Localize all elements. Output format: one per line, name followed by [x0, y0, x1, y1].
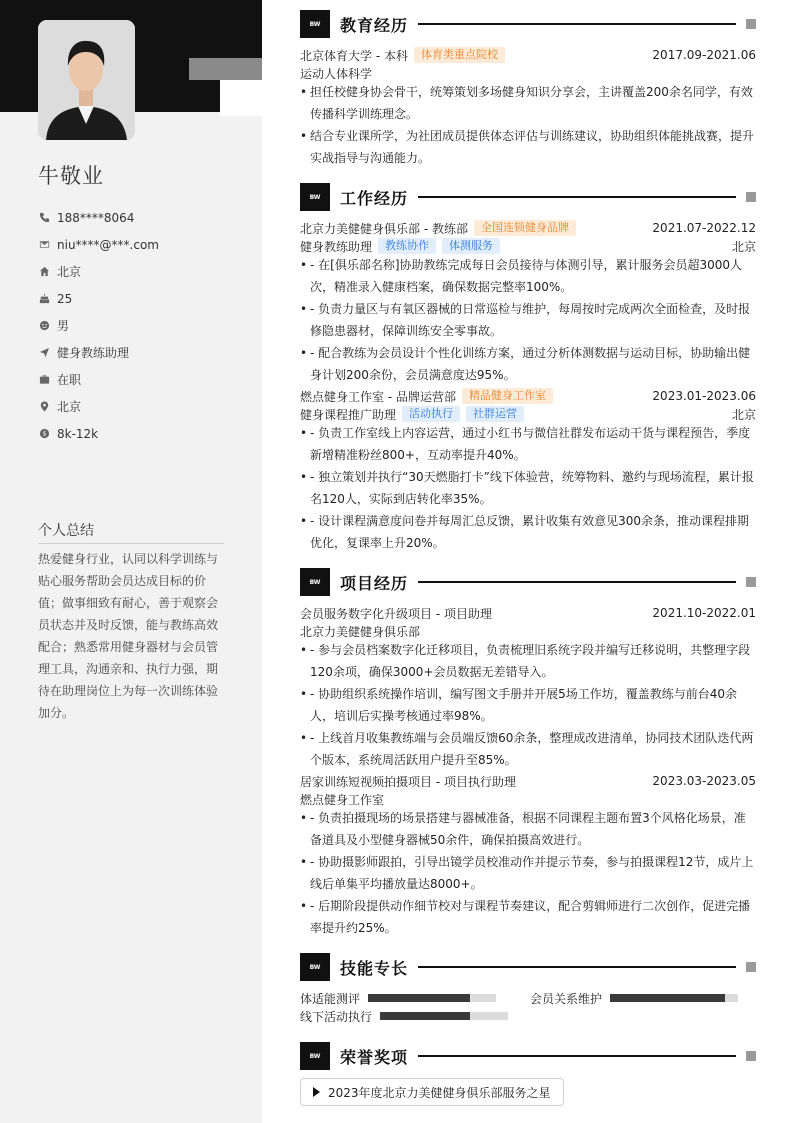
info-salary — [38, 420, 159, 447]
job-tag: 精品健身工作室 — [462, 388, 553, 404]
skill-name: 线下活动执行 — [300, 1009, 373, 1024]
job-bullet: • - 在[俱乐部名称]协助教练完成每日会员接待与体测引导，累计服务会员超3000人 次，精准录入健康档案，确保数据完整率100%。 — [300, 254, 756, 298]
briefcase-icon — [38, 374, 50, 386]
info-age-text: 25 — [57, 291, 73, 306]
summary-line: 热爱健身行业，认同以科学训练与 — [38, 552, 219, 566]
job-date: 2021.07-2022.12 — [652, 221, 756, 235]
candidate-name: 牛敬业 — [38, 164, 104, 188]
job-city: 北京 — [731, 239, 756, 254]
section-divider — [418, 581, 736, 583]
info-job-target — [38, 339, 159, 366]
honors-section-header — [300, 1042, 756, 1070]
education-title: 教育经历 — [340, 15, 409, 35]
section-divider — [418, 1055, 736, 1057]
job-company: 燃点健身工作室 - 品牌运营部 — [300, 389, 456, 404]
job-bullet: • - 负责力量区与有氧区器械的日常巡检与维护，每周按时完成两次全面检查，及时报 修隐患器材，保障训练安全零事故。 — [300, 298, 756, 342]
summary-text — [38, 548, 224, 724]
skill-item — [530, 989, 738, 1007]
skills-title: 技能专长 — [340, 958, 409, 978]
job-skill-tag: 社群运营 — [466, 406, 524, 422]
sidebar-accent-white — [220, 80, 262, 116]
education-bullet: • 结合专业课所学，为社团成员提供体态评估与训练建议，协助组织体能挑战赛，提升 实战指导与沟通能力。 — [300, 125, 756, 169]
summary-line: 待在助理岗位上为每一次训练体验 — [38, 684, 219, 698]
job-bullet: • - 负责工作室线上内容运营，通过小红书与微信社群发布运动干货与课程预告，季度 新增精准粉丝800+，互动率提升40%。 — [300, 422, 756, 466]
project-org-row — [300, 622, 756, 640]
section-divider — [418, 23, 736, 25]
section-end-square — [746, 1051, 756, 1061]
summary-line: 理工具，沟通亲和、执行力强，期 — [38, 662, 219, 676]
project-org-row — [300, 790, 756, 808]
project-name: 会员服务数字化升级项目 - 项目助理 — [300, 606, 492, 621]
project-bullet: • - 参与会员档案数字化迁移项目，负责梳理旧系统字段并编写迁移说明，共整理字段 120余项，确保3000+会员数据无差错导入。 — [300, 639, 756, 683]
info-location — [38, 393, 159, 420]
summary-line: 值；做事细致有耐心，善于观察会 — [38, 596, 219, 610]
job-skill-tag: 教练协作 — [378, 238, 436, 254]
section-badge: BW — [300, 1042, 330, 1070]
home-icon — [38, 266, 50, 278]
skill-bar-fill — [380, 1012, 470, 1020]
job-city: 北京 — [731, 407, 756, 422]
work-title: 工作经历 — [340, 188, 409, 208]
section-end-square — [746, 19, 756, 29]
section-end-square — [746, 962, 756, 972]
project-date: 2021.10-2022.01 — [652, 606, 756, 620]
location-pin-icon — [38, 401, 50, 413]
project-bullet: • - 协助组织系统操作培训，编写图文手册并开展5场工作坊，覆盖教练与前台40余 人，培训后实操考核通过率98%。 — [300, 683, 756, 727]
honors-title: 荣誉奖项 — [340, 1047, 409, 1067]
skill-bar-fill — [368, 994, 470, 1002]
mail-icon — [38, 239, 50, 251]
education-school: 北京体育大学 - 本科 — [300, 48, 408, 63]
skill-item — [300, 1007, 508, 1025]
skill-bar — [610, 994, 738, 1002]
project-header-row — [300, 772, 756, 790]
section-divider — [418, 196, 736, 198]
education-bullet: • 担任校健身协会骨干，统筹策划多场健身知识分享会，主讲覆盖200余名同学，有效 传播科学训练理念。 — [300, 81, 756, 125]
job-bullet: • - 配合教练为会员设计个性化训练方案，通过分析体测数据与运动目标，协助输出健 身计划200余份，会员满意度达95%。 — [300, 342, 756, 386]
education-date: 2017.09-2021.06 — [652, 48, 756, 62]
award-item — [300, 1078, 564, 1106]
info-status — [38, 366, 159, 393]
avatar — [38, 20, 135, 140]
job-header-row — [300, 387, 756, 405]
skill-name: 体适能测评 — [300, 991, 361, 1006]
summary-line: 贴心服务帮助会员达成目标的价 — [38, 574, 207, 588]
info-phone — [38, 204, 159, 231]
award-text: 2023年度北京力美健健身俱乐部服务之星 — [328, 1085, 551, 1100]
skill-bar-fill — [610, 994, 725, 1002]
project-date: 2023.03-2023.05 — [652, 774, 756, 788]
education-header-row — [300, 46, 756, 64]
summary-heading: 个人总结 — [38, 520, 224, 544]
project-name: 居家训练短视频拍摄项目 - 项目执行助理 — [300, 774, 516, 789]
contact-info-list — [38, 204, 159, 447]
job-role: 健身教练助理 — [300, 239, 373, 254]
job-tag: 全国连锁健身品牌 — [474, 220, 576, 236]
education-major-row — [300, 64, 756, 82]
summary-line: 员状态并及时反馈，能与教练高效 — [38, 618, 219, 632]
sidebar-accent-bar — [189, 58, 262, 80]
summary-line: 配合；熟悉常用健身器材与会员管 — [38, 640, 219, 654]
projects-section-header — [300, 568, 756, 596]
job-skill-tag: 活动执行 — [402, 406, 460, 422]
section-badge: BW — [300, 953, 330, 981]
job-skill-tag: 体测服务 — [442, 238, 500, 254]
info-gender-text: 男 — [57, 319, 70, 333]
project-bullet: • - 负责拍摄现场的场景搭建与器械准备，根据不同课程主题布置3个风格化场景，准 备道具及小型健身器械50余件，确保拍摄高效进行。 — [300, 807, 756, 851]
section-end-square — [746, 192, 756, 202]
info-gender — [38, 312, 159, 339]
project-header-row — [300, 604, 756, 622]
project-org: 北京力美健健身俱乐部 — [300, 624, 421, 639]
project-bullet: • - 后期阶段提供动作细节校对与课程节奏建议，配合剪辑师进行二次创作，促进完播 率提升约25%。 — [300, 895, 756, 939]
summary-line: 加分。 — [38, 706, 75, 720]
svg-text:$: $ — [41, 429, 47, 438]
work-section-header — [300, 183, 756, 211]
project-org: 燃点健身工作室 — [300, 792, 385, 807]
job-company: 北京力美健健身俱乐部 - 教练部 — [300, 221, 468, 236]
gender-icon — [38, 320, 50, 332]
section-end-square — [746, 577, 756, 587]
info-email-text: niu****@***.com — [57, 237, 159, 252]
section-badge: BW — [300, 568, 330, 596]
job-role: 健身课程推广助理 — [300, 407, 397, 422]
skill-bar — [380, 1012, 508, 1020]
education-major: 运动人体科学 — [300, 66, 373, 81]
section-divider — [418, 966, 736, 968]
info-home-text: 北京 — [57, 265, 82, 279]
info-status-text: 在职 — [57, 373, 82, 387]
job-date: 2023.01-2023.06 — [652, 389, 756, 403]
job-role-row — [300, 405, 756, 423]
skill-item — [300, 989, 496, 1007]
cake-icon — [38, 293, 50, 305]
info-salary-text: 8k-12k — [57, 426, 99, 441]
projects-title: 项目经历 — [340, 573, 409, 593]
skill-name: 会员关系维护 — [530, 991, 603, 1006]
education-tag: 体育类重点院校 — [414, 47, 505, 63]
info-email — [38, 231, 159, 258]
project-bullet: • - 上线首月收集教练端与会员端反馈60余条，整理成改进清单，协同技术团队迭代两 个版本，系统周活跃用户提升至85%。 — [300, 727, 756, 771]
salary-icon — [38, 428, 50, 440]
skill-bar — [368, 994, 496, 1002]
job-bullet: • - 独立策划并执行“30天燃脂打卡”线下体验营，统筹物料、邀约与现场流程，累计报 名120人，实际到店转化率35%。 — [300, 466, 756, 510]
job-role-row — [300, 237, 756, 255]
info-home — [38, 258, 159, 285]
education-section-header — [300, 10, 756, 38]
phone-icon — [38, 212, 50, 224]
job-bullet: • - 设计课程满意度问卷并每周汇总反馈，累计收集有效意见300余条，推动课程排期 优化，复课率上升20%。 — [300, 510, 756, 554]
sidebar — [0, 0, 262, 1123]
section-badge: BW — [300, 10, 330, 38]
section-badge: BW — [300, 183, 330, 211]
project-bullet: • - 协助摄影师跟拍，引导出镜学员校准动作并提示节奏，参与拍摄课程12节，成片上 线后单集平均播放量达8000+。 — [300, 851, 756, 895]
info-age — [38, 285, 159, 312]
info-job-target-text: 健身教练助理 — [57, 346, 130, 360]
send-icon — [38, 347, 50, 359]
info-location-text: 北京 — [57, 400, 82, 414]
skills-section-header — [300, 953, 756, 981]
play-triangle-icon — [313, 1087, 320, 1097]
info-phone-text: 188****8064 — [57, 210, 135, 225]
job-header-row — [300, 219, 756, 237]
